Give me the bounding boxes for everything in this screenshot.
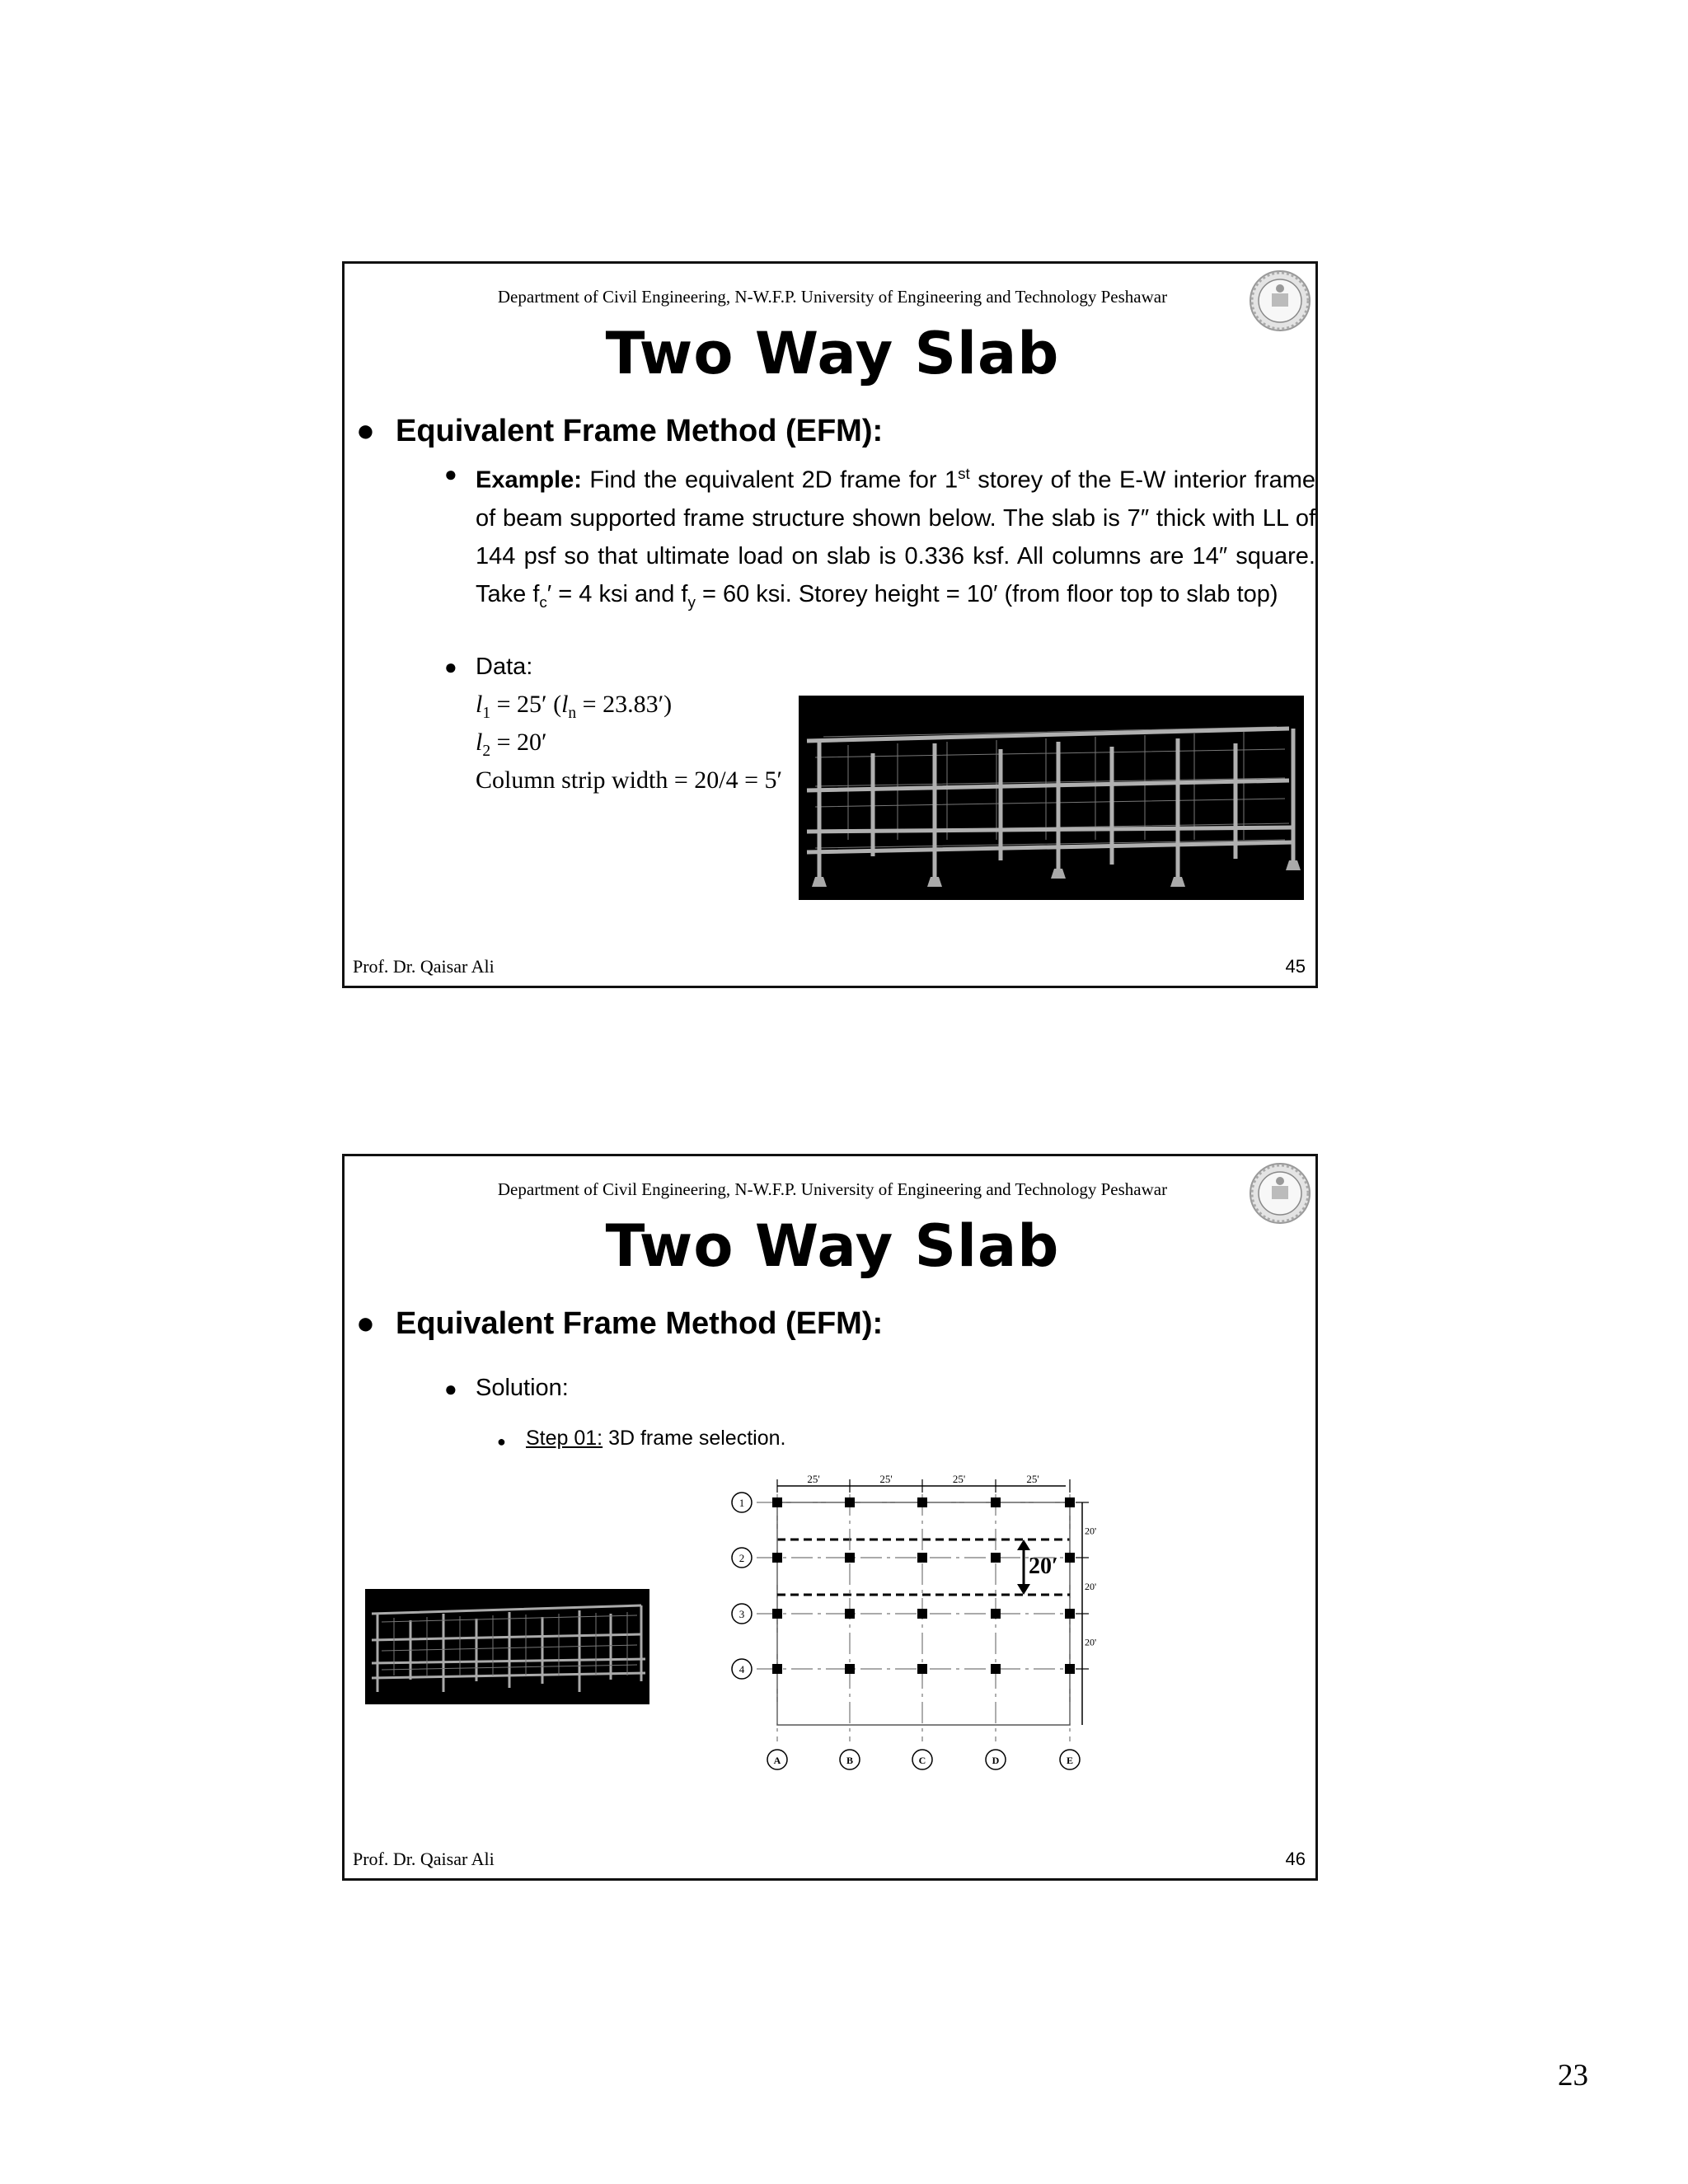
span-dimension-label: 25' bbox=[879, 1473, 893, 1485]
bay-dimension-label: 20' bbox=[1085, 1581, 1097, 1592]
slide-number: 45 bbox=[1285, 956, 1306, 977]
column-marker bbox=[991, 1497, 1001, 1507]
grid-label-row: 2 bbox=[738, 1552, 745, 1564]
column-marker bbox=[1065, 1664, 1075, 1674]
data-line-l2: $l_2 = 20'$ bbox=[476, 729, 547, 760]
heading-text: Equivalent Frame Method (EFM): bbox=[396, 414, 884, 448]
step-text: 3D frame selection. bbox=[603, 1427, 786, 1450]
data-line-strip: Column strip width = 20/4 = 5′ bbox=[476, 766, 783, 794]
column-marker bbox=[917, 1553, 927, 1563]
column-marker bbox=[991, 1609, 1001, 1619]
step-label: Step 01: bbox=[526, 1427, 603, 1450]
example-label: Example: bbox=[476, 466, 582, 494]
column-marker bbox=[1065, 1553, 1075, 1563]
grid-label-column: B bbox=[846, 1755, 854, 1766]
grid-label-column: E bbox=[1066, 1755, 1074, 1766]
grid-label-row: 1 bbox=[738, 1497, 745, 1509]
bay-dimension-label: 20' bbox=[1085, 1636, 1097, 1648]
span-dimension-label: 25' bbox=[807, 1473, 820, 1485]
column-marker bbox=[1065, 1609, 1075, 1619]
bullet: ● bbox=[356, 414, 375, 448]
column-marker bbox=[772, 1553, 782, 1563]
grid-label-row: 4 bbox=[738, 1663, 745, 1675]
span-dimension-label: 25' bbox=[1026, 1473, 1039, 1485]
page-number: 23 bbox=[1558, 2059, 1588, 2093]
3d-frame-thumbnail bbox=[365, 1589, 649, 1704]
floor-plan-drawing bbox=[666, 1469, 1292, 1824]
column-marker bbox=[991, 1553, 1001, 1563]
grid-label-row: 3 bbox=[738, 1608, 745, 1620]
department-header: Department of Civil Engineering, N-W.F.P. University of Engineering and Technology Peshawar bbox=[497, 287, 1168, 307]
bullet: ● bbox=[444, 1376, 457, 1401]
solution-label: Solution: bbox=[476, 1375, 569, 1401]
bay-dimension-label: 20' bbox=[1085, 1525, 1097, 1537]
strip-dimension-label: 20′ bbox=[1029, 1554, 1058, 1579]
3d-frame-image bbox=[799, 696, 1304, 900]
bullet: ● bbox=[444, 462, 457, 486]
slide-title: Two Way Slab bbox=[605, 320, 1060, 387]
grid-label-column: A bbox=[773, 1755, 781, 1766]
footer-author: Prof. Dr. Qaisar Ali bbox=[353, 1849, 495, 1869]
column-marker bbox=[845, 1553, 855, 1563]
column-marker bbox=[917, 1609, 927, 1619]
step-line bbox=[526, 1427, 785, 1451]
section-heading bbox=[356, 1306, 884, 1342]
department-header: Department of Civil Engineering, N-W.F.P. University of Engineering and Technology Peshawar bbox=[497, 1179, 1168, 1199]
grid-label-column: C bbox=[918, 1755, 926, 1766]
heading-text: Equivalent Frame Method (EFM): bbox=[396, 1306, 884, 1341]
column-marker bbox=[917, 1664, 927, 1674]
column-marker bbox=[845, 1609, 855, 1619]
section-heading bbox=[356, 414, 884, 449]
bullet: ● bbox=[444, 654, 457, 679]
data-line-l1: $l_1 = 25'$ $(l_n = 23.83')$ bbox=[476, 691, 673, 722]
column-marker bbox=[917, 1497, 927, 1507]
column-marker bbox=[1065, 1497, 1075, 1507]
bullet: ● bbox=[497, 1433, 506, 1450]
slide-title: Two Way Slab bbox=[605, 1212, 1060, 1280]
column-marker bbox=[845, 1497, 855, 1507]
slide-45 bbox=[342, 261, 1318, 988]
data-label: Data: bbox=[476, 654, 533, 680]
footer-author: Prof. Dr. Qaisar Ali bbox=[353, 956, 495, 977]
slide-46 bbox=[342, 1154, 1318, 1881]
example-paragraph: Example: Find the equivalent 2D frame for 1st storey of the E-W interior frame of beam supported frame structure shown below. The slab is 7″ thick with LL of 144 psf so that ultimate load on slab is 0.336 ksf. All columns are 14″ square. Take $f_c' = 4$ ksi and $f_y = 60$ ksi. Storey height = 10′ (from floor top to slab top) bbox=[476, 465, 1315, 611]
column-marker bbox=[845, 1664, 855, 1674]
column-marker bbox=[991, 1664, 1001, 1674]
column-marker bbox=[772, 1664, 782, 1674]
column-marker bbox=[772, 1497, 782, 1507]
grid-label-column: D bbox=[992, 1755, 1000, 1766]
column-marker bbox=[772, 1609, 782, 1619]
slide-number: 46 bbox=[1285, 1849, 1306, 1869]
span-dimension-label: 25' bbox=[952, 1473, 966, 1485]
bullet: ● bbox=[356, 1306, 375, 1341]
